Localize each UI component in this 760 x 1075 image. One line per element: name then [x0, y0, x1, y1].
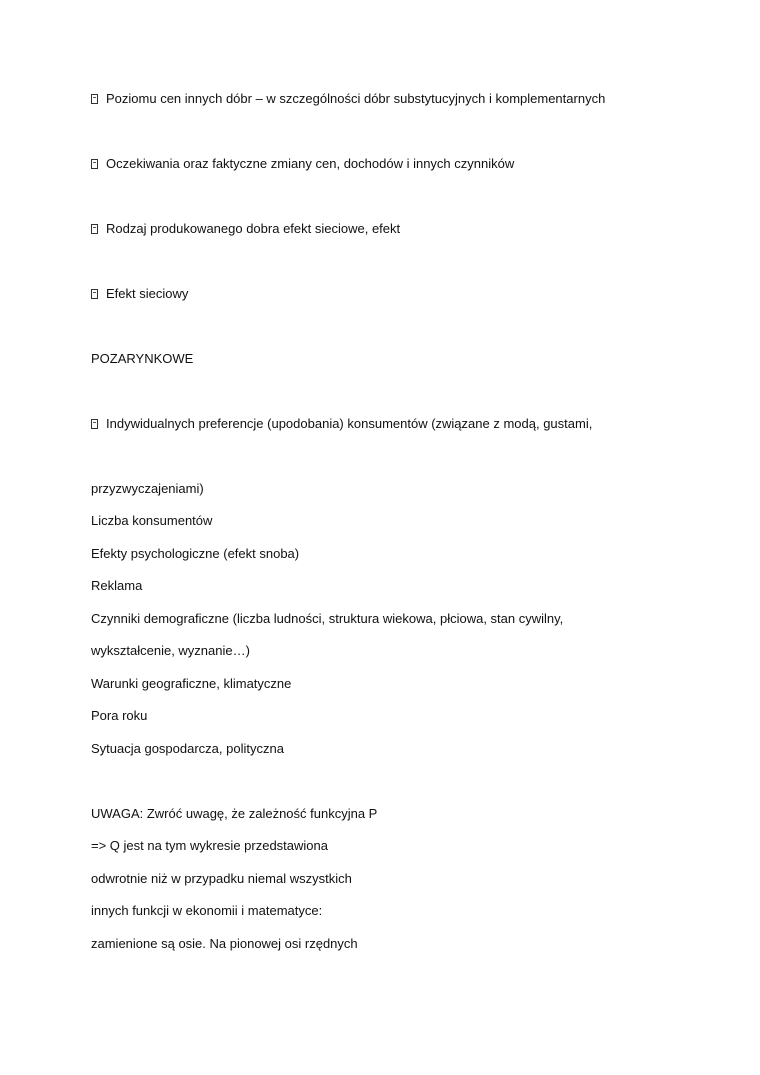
- text-line: Reklama: [91, 578, 143, 593]
- missing-glyph-icon: [91, 419, 98, 429]
- note-line: UWAGA: Zwróć uwagę, że zależność funkcyjna P: [91, 806, 378, 821]
- text-line: Sytuacja gospodarcza, polityczna: [91, 741, 284, 756]
- text-line: Pora roku: [91, 708, 148, 723]
- bullet-text: Indywidualnych preferencje (upodobania) konsumentów (związane z modą, gustami,: [106, 416, 593, 431]
- bullet-text: Poziomu cen innych dóbr – w szczególności dóbr substytucyjnych i komplementarnych: [106, 91, 606, 106]
- text-line: Liczba konsumentów: [91, 513, 213, 528]
- bullet-text: Oczekiwania oraz faktyczne zmiany cen, dochodów i innych czynników: [106, 156, 515, 171]
- text-line: wykształcenie, wyznanie…): [91, 643, 250, 658]
- text-line: Czynniki demograficzne (liczba ludności, struktura wiekowa, płciowa, stan cywilny,: [91, 611, 564, 626]
- missing-glyph-icon: [91, 94, 98, 104]
- missing-glyph-icon: [91, 224, 98, 234]
- text-line: przyzwyczajeniami): [91, 481, 204, 496]
- note-line: => Q jest na tym wykresie przedstawiona: [91, 838, 328, 853]
- text-line: Warunki geograficzne, klimatyczne: [91, 676, 292, 691]
- bullet-item: [91, 415, 592, 433]
- bullet-item: [91, 155, 514, 173]
- section-heading: POZARYNKOWE: [91, 351, 194, 366]
- text-line: Efekty psychologiczne (efekt snoba): [91, 546, 300, 561]
- missing-glyph-icon: [91, 159, 98, 169]
- bullet-item: [91, 220, 400, 238]
- note-line: innych funkcji w ekonomii i matematyce:: [91, 903, 323, 918]
- bullet-text: Rodzaj produkowanego dobra efekt sieciowe, efekt: [106, 221, 401, 236]
- bullet-text: Efekt sieciowy: [106, 286, 189, 301]
- note-line: odwrotnie niż w przypadku niemal wszystkich: [91, 871, 352, 886]
- missing-glyph-icon: [91, 289, 98, 299]
- bullet-item: [91, 285, 188, 303]
- bullet-item: [91, 90, 605, 108]
- note-line: zamienione są osie. Na pionowej osi rzędnych: [91, 936, 358, 951]
